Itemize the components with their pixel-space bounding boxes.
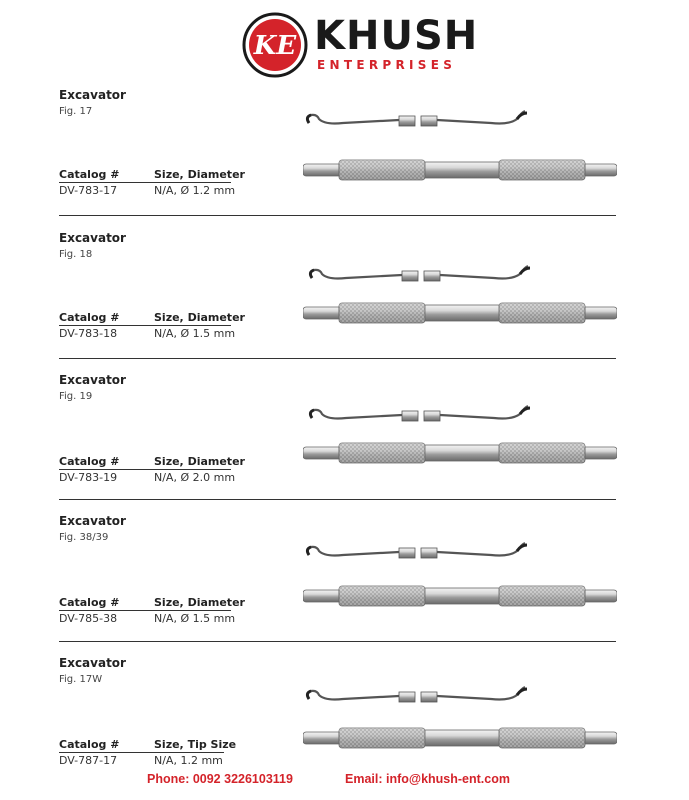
size-header: Size, Diameter (154, 311, 245, 324)
product-title: Excavator (59, 373, 126, 387)
section-divider (59, 641, 616, 642)
instrument-handle-image (303, 156, 617, 184)
header-underline (59, 469, 231, 470)
product-title: Excavator (59, 88, 126, 102)
catalog-header: Catalog # (59, 168, 120, 181)
figure-label: Fig. 17W (59, 674, 103, 685)
instrument-handle-image (303, 299, 617, 327)
instrument-tip-image (303, 104, 533, 138)
product-title: Excavator (59, 514, 126, 528)
size-value: N/A, Ø 1.5 mm (154, 327, 236, 340)
catalog-number: DV-783-17 (59, 184, 118, 197)
brand-subtitle: ENTERPRISES (317, 58, 457, 72)
section-divider (59, 358, 616, 359)
catalog-header: Catalog # (59, 596, 120, 609)
product-section (0, 514, 689, 656)
header-underline (59, 610, 231, 611)
size-value: N/A, 1.2 mm (154, 754, 223, 767)
catalog-number: DV-783-18 (59, 327, 118, 340)
instrument-tip-image (303, 536, 533, 570)
product-section (0, 231, 689, 373)
size-value: N/A, Ø 2.0 mm (154, 471, 236, 484)
size-header: Size, Tip Size (154, 738, 237, 751)
size-value: N/A, Ø 1.2 mm (154, 184, 236, 197)
phone-text: Phone: 0092 3226103119 (147, 772, 293, 786)
catalog-header: Catalog # (59, 738, 120, 751)
figure-label: Fig. 19 (59, 391, 93, 402)
size-header: Size, Diameter (154, 455, 245, 468)
size-header: Size, Diameter (154, 168, 245, 181)
catalog-header: Catalog # (59, 455, 120, 468)
product-section (0, 373, 689, 515)
instrument-tip-image (303, 680, 533, 714)
instrument-tip-image (306, 259, 536, 293)
figure-label: Fig. 18 (59, 249, 93, 260)
product-title: Excavator (59, 656, 126, 670)
brand-monogram: KE (253, 31, 297, 61)
product-title: Excavator (59, 231, 126, 245)
section-divider (59, 499, 616, 500)
catalog-number: DV-787-17 (59, 754, 118, 767)
catalog-header: Catalog # (59, 311, 120, 324)
instrument-handle-image (303, 724, 617, 752)
header-underline (59, 752, 224, 753)
header-underline (59, 325, 231, 326)
instrument-tip-image (306, 399, 536, 433)
figure-label: Fig. 38/39 (59, 532, 109, 543)
instrument-handle-image (303, 439, 617, 467)
catalog-number: DV-785-38 (59, 612, 118, 625)
header-underline (59, 182, 231, 183)
brand-logo-icon (242, 12, 308, 78)
instrument-handle-image (303, 582, 617, 610)
header (0, 0, 689, 82)
size-value: N/A, Ø 1.5 mm (154, 612, 236, 625)
size-header: Size, Diameter (154, 596, 245, 609)
section-divider (59, 215, 616, 216)
catalog-number: DV-783-19 (59, 471, 118, 484)
footer-contact (0, 772, 689, 792)
product-section (0, 88, 689, 230)
brand-name: KHUSH (314, 13, 479, 59)
email-text[interactable]: Email: info@khush-ent.com (345, 772, 510, 786)
figure-label: Fig. 17 (59, 106, 93, 117)
